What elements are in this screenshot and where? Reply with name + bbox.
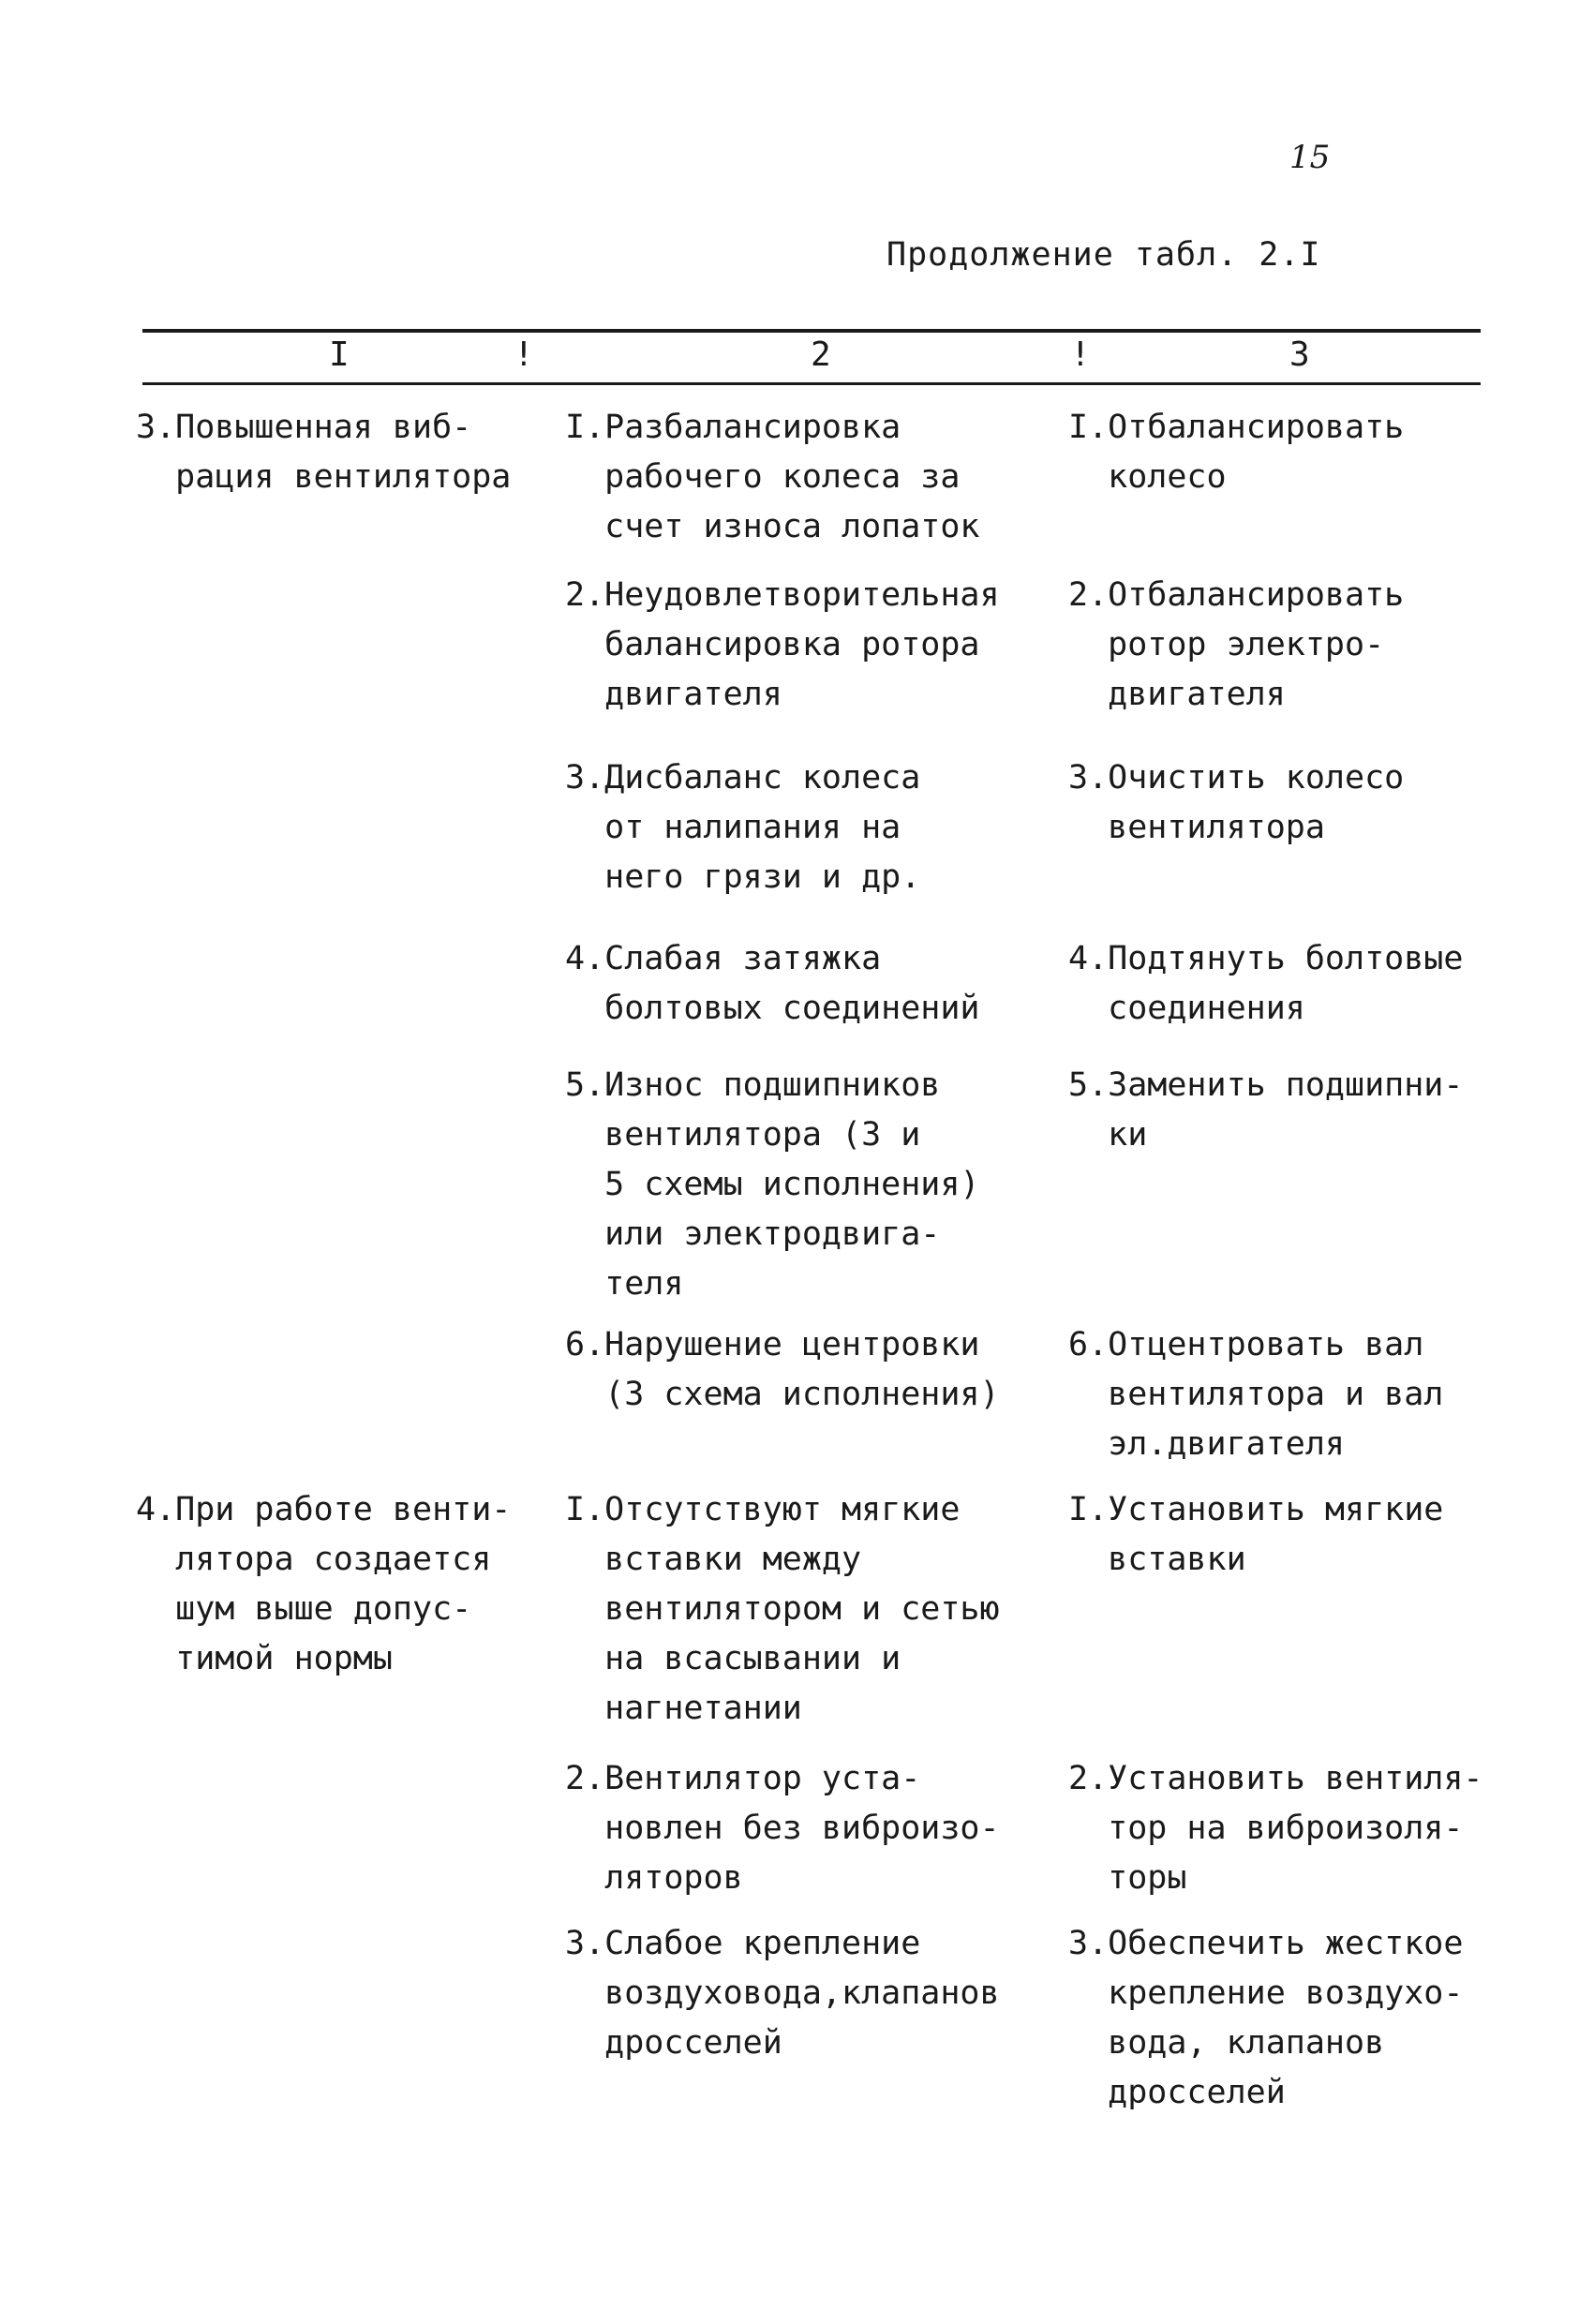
cause-cell: I.Отсутствуют мягкие вставки между вентилятором и сетью на всасывании и нагнетании [565, 1491, 1000, 1727]
column-separator: ! [514, 335, 534, 374]
table-top-rule [142, 329, 1481, 333]
cause-cell: I.Разбалансировка рабочего колеса за счет износа лопаток [565, 409, 980, 545]
cause-cell: 4.Слабая затяжка болтовых соединений [565, 940, 980, 1027]
table-header-rule [142, 382, 1481, 385]
cause-cell: 2.Неудовлетворительная балансировка ротора двигателя [565, 576, 1000, 713]
cause-cell: 3.Слабое крепление воздуховода,клапанов дросселей [565, 1925, 1000, 2062]
cause-cell: 3.Дисбаланс колеса от налипания на него грязи и др. [565, 759, 921, 896]
cause-cell: 2.Вентилятор уста- новлен без виброизо- ляторов [565, 1760, 1000, 1897]
table-caption: Продолжение табл. 2.I [886, 236, 1321, 274]
remedy-cell: 4.Подтянуть болтовые соединения [1068, 940, 1464, 1027]
cause-cell: 6.Нарушение центровки (3 схема исполнения) [565, 1326, 1000, 1413]
column-header-3: 3 [1289, 335, 1310, 374]
remedy-cell: 6.Отцентровать вал вентилятора и вал эл.двигателя [1068, 1326, 1444, 1463]
cause-cell: 5.Износ подшипников вентилятора (3 и 5 схемы исполнения) или электродвига- теля [565, 1066, 980, 1303]
page-number: 15 [1289, 139, 1331, 176]
fault-cell: 3.Повышенная виб- рация вентилятора [136, 409, 512, 496]
remedy-cell: 3.Обеспечить жесткое крепление воздухо- вода, клапанов дросселей [1068, 1925, 1464, 2111]
remedy-cell: 2.Установить вентиля- тор на виброизоля- торы [1068, 1760, 1483, 1897]
column-header-2: 2 [811, 335, 831, 374]
remedy-cell: I.Установить мягкие вставки [1068, 1491, 1444, 1578]
remedy-cell: 5.Заменить подшипни- ки [1068, 1066, 1464, 1154]
fault-cell: 4.При работе венти- лятора создается шум выше допус- тимой нормы [136, 1491, 512, 1677]
remedy-cell: 3.Очистить колесо вентилятора [1068, 759, 1405, 846]
remedy-cell: 2.Отбалансировать ротор электро- двигателя [1068, 576, 1405, 713]
column-separator: ! [1070, 335, 1091, 374]
remedy-cell: I.Отбалансировать колесо [1068, 409, 1405, 496]
column-header-1: I [329, 335, 350, 374]
